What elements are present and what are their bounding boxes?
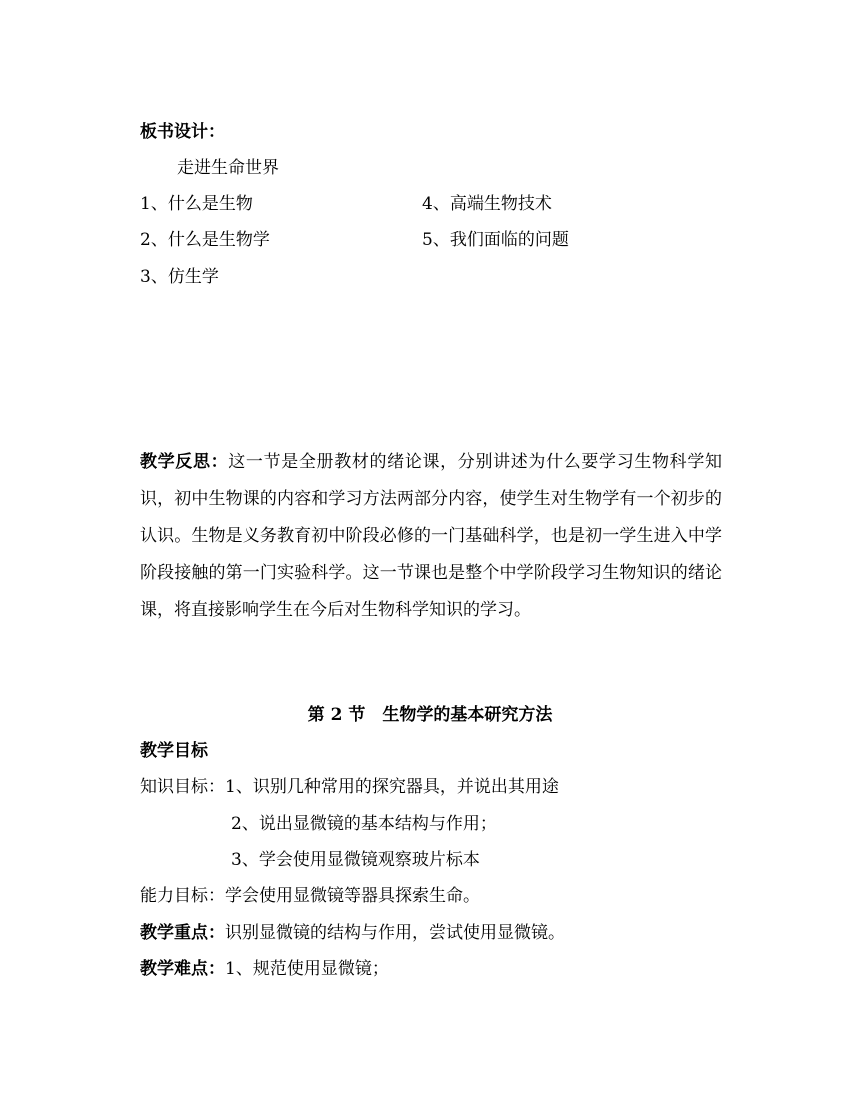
difficulty-line [140, 959, 389, 979]
section-title: 第 2 节 生物学的基本研究方法 [307, 705, 553, 725]
board-item-2: 2、什么是生物学 [140, 230, 270, 250]
board-item-5: 5、我们面临的问题 [422, 230, 569, 250]
reflection-text: 这一节是全册教材的绪论课，分别讲述为什么要学习生物科学知识，初中生物课的内容和学习方法两部分内容，使学生对生物学有一个初步的认识。生物是义务教育初中阶段必修的一门基础科学，也是初一学生进入中学阶段接触的第一门实验科学。这一节课也是整个中学阶段学习生物知识的绪论课，将直接影响学生在今后对生物科学知识的学习。 [140, 452, 722, 620]
reflection-paragraph [140, 444, 722, 629]
reflection-label: 教学反思： [140, 452, 229, 472]
board-item-4: 4、高端生物技术 [422, 194, 552, 214]
goals-heading: 教学目标 [140, 741, 208, 761]
board-item-3: 3、仿生学 [140, 267, 219, 287]
knowledge-goal-line [140, 777, 559, 797]
key-point-line [140, 923, 565, 943]
board-item-1: 1、什么是生物 [140, 194, 253, 214]
knowledge-goal-item-2: 2、说出显微镜的基本结构与作用； [231, 814, 497, 834]
knowledge-goal-label: 知识目标： [140, 777, 225, 797]
board-title: 走进生命世界 [177, 158, 279, 178]
knowledge-goal-item-1: 1、识别几种常用的探究器具，并说出其用途 [225, 777, 559, 797]
board-heading: 板书设计： [140, 122, 225, 142]
ability-goal: 能力目标：学会使用显微镜等器具探索生命。 [140, 886, 480, 906]
difficulty-label: 教学难点： [140, 959, 225, 979]
difficulty-text: 1、规范使用显微镜； [225, 959, 389, 979]
key-point-text: 识别显微镜的结构与作用，尝试使用显微镜。 [225, 923, 565, 943]
knowledge-goal-item-3: 3、学会使用显微镜观察玻片标本 [231, 850, 480, 870]
key-point-label: 教学重点： [140, 923, 225, 943]
